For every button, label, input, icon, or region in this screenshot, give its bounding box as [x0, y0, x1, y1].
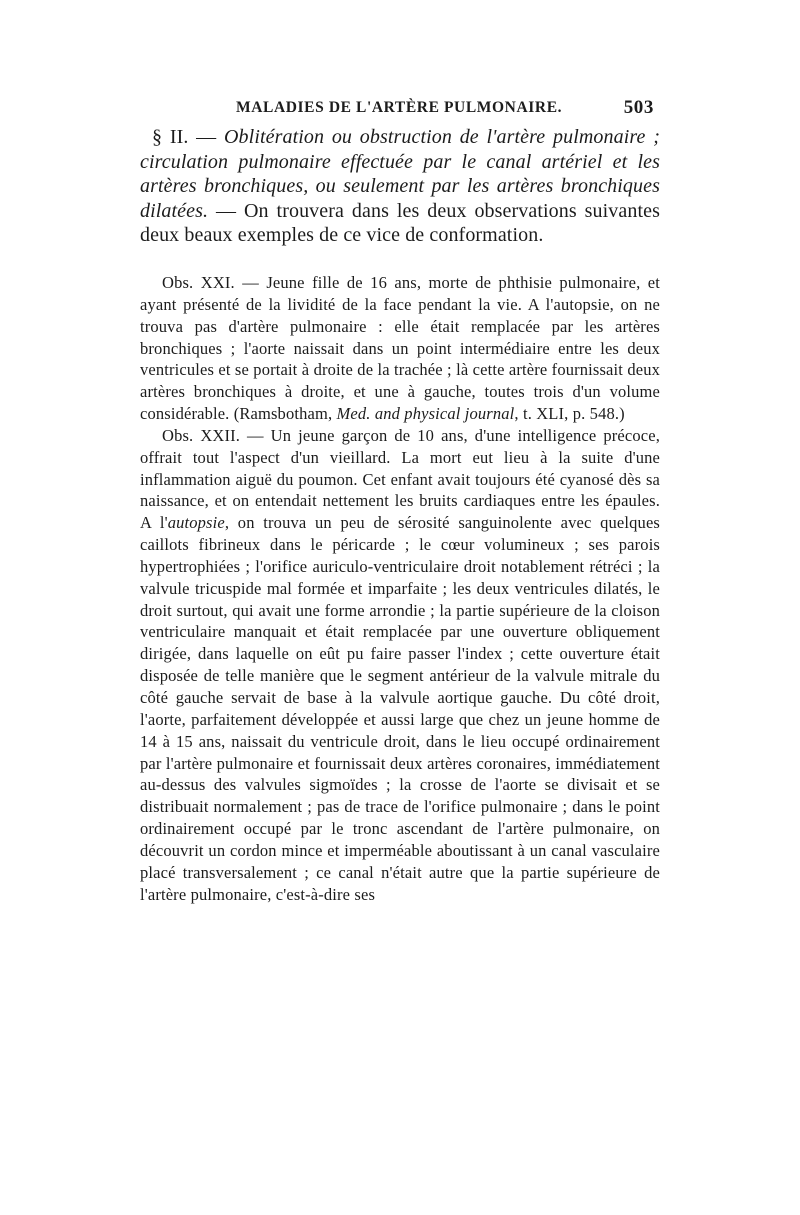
section-text: — On trouvera dans les deux observations suivantes deux beaux exemples de ce vice de conformation. [140, 199, 660, 247]
obs-xxii-text-b: , on trouva un peu de sérosité sanguinolente avec quelques caillots fibrineux dans le péricarde ; le cœur volumineux ; ses parois hypertrophiées ; l'orifice auriculo-ventriculaire droit notablement rétréci ; la valvule tricuspide mal formée et imparfaite ; les deux ventricules dilatés, le droit surtout, qui avait une forme arrondie ; la partie supérieure de la cloison ventriculaire manquait et était remplacée par une ouverture obliquement dirigée, dans laquelle on eût pu faire passer l'index ; cette ouverture était disposée de telle manière que le segment antérieur de la valvule mitrale du côté gauche servait de base à la valvule aortique gauche. Du côté droit, l'aorte, parfaitement développée et aussi large que chez un jeune homme de 14 à 15 ans, naissait du ventricule droit, dans le lieu occupé ordinairement par l'artère pulmonaire et fournissait deux artères coronaires, immédiatement au-dessus des valvules sigmoïdes ; la crosse de l'aorte se divisait et se distribuait normalement ; pas de trace de l'orifice pulmonaire ; dans le point ordinairement occupé par le tronc ascendant de l'artère pulmonaire, on découvrit un cordon mince et imperméable aboutissant à un canal vasculaire placé transversalement ; ce canal n'était autre que la partie supérieure de l'artère pulmonaire, c'est-à-dire ses [140, 513, 660, 904]
obs-xxii-label: Obs. XXII. [162, 425, 241, 445]
section-number: § II. — [152, 126, 217, 148]
observations [140, 272, 660, 905]
obs-xxi-source-end: , t. XLI, p. 548.) [514, 404, 625, 424]
section-paragraph [140, 125, 660, 248]
obs-xxi-text: — Jeune fille de 16 ans, morte de phthisie pulmonaire, et ayant présenté de la lividité de la face pendant la vie. A l'autopsie, on ne trouva pas d'artère pulmonaire : elle était remplacée par les artères bronchiques ; l'aorte naissait dans un point intermédiaire entre les deux ventricules et se portait à droite de la trachée ; là cette artère fournissait deux artères bronchiques à droite, et une à gauche, toutes trois d'un volume considérable. (Ramsbotham, [140, 272, 660, 424]
running-head [140, 97, 660, 121]
obs-xxi-source: Med. and physical journal [336, 404, 515, 424]
observation-xxii [140, 425, 660, 906]
obs-xxi-label: Obs. XXI. [162, 272, 235, 292]
obs-xxii-text-a: — Un jeune garçon de 10 ans, d'une intelligence précoce, offrait tout l'aspect d'un vieillard. La mort eut lieu à la suite d'une inflammation aiguë du poumon. Cet enfant avait toujours été cyanosé dès sa naissance, et on entendait nettement les bruits cardiaques entre les épaules. A l' [140, 425, 660, 533]
book-page [140, 97, 660, 905]
page-number: 503 [623, 97, 654, 118]
observation-xxi [140, 272, 660, 425]
section-heading: Oblitération ou obstruction de l'artère pulmonaire ; circulation pulmonaire effectuée par le canal artériel et les artères bronchiques, ou seulement par les artères bronchiques dilatées. [140, 126, 660, 222]
obs-xxii-autopsie: autopsie [167, 513, 225, 533]
running-head-title: MALADIES DE L'ARTÈRE PULMONAIRE. [236, 99, 563, 116]
